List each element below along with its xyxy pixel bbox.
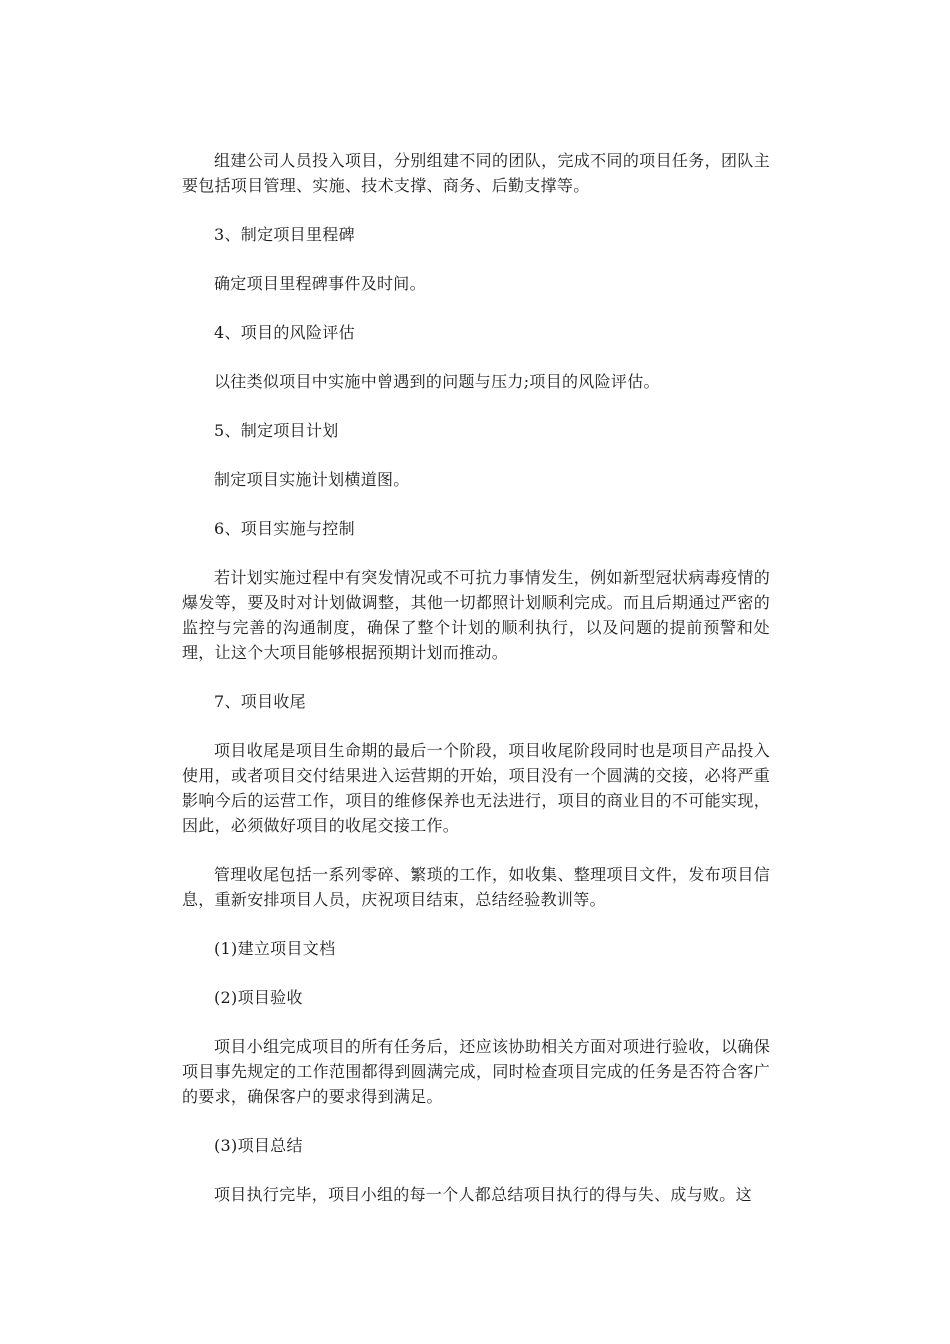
heading-project-acceptance: (2)项目验收	[214, 988, 303, 1007]
paragraph-administrative-closure: 管理收尾包括一系列零碎、繁琐的工作，如收集、整理项目文件，发布项目信息，重新安排项目人员，庆祝项目结束，总结经验教训等。	[182, 865, 770, 909]
heading-project-summary: (3)项目总结	[214, 1136, 303, 1155]
paragraph-implementation-control: 若计划实施过程中有突发情况或不可抗力事情发生，例如新型冠状病毒疫情的爆发等，要及时对计划做调整，其他一切都照计划顺利完成。而且后期通过严密的监控与完善的沟通制度，确保了整个计划的顺利执行，以及问题的提前预警和处理，让这个大项目能够根据预期计划而推动。	[182, 568, 770, 662]
heading-project-documentation: (1)建立项目文档	[214, 939, 336, 958]
paragraph-project-acceptance: 项目小组完成项目的所有任务后，还应该协助相关方面对项进行验收，以确保项目事先规定的工作范围都得到圆满完成，同时检查项目完成的任务是否符合客广的要求，确保客户的要求得到满足。	[182, 1037, 770, 1106]
paragraph-project-closure: 项目收尾是项目生命期的最后一个阶段，项目收尾阶段同时也是项目产品投入使用，或者项目交付结果进入运营期的开始，项目没有一个圆满的交接，必将严重影响今后的运营工作，项目的维修保养也无法进行，项目的商业目的不可能实现，因此，必须做好项目的收尾交接工作。	[182, 741, 770, 835]
heading-risk-assessment: 4、项目的风险评估	[214, 323, 355, 342]
heading-milestones: 3、制定项目里程碑	[214, 225, 355, 244]
paragraph-milestones: 确定项目里程碑事件及时间。	[214, 274, 426, 293]
heading-project-closure: 7、项目收尾	[214, 692, 306, 711]
heading-project-plan: 5、制定项目计划	[214, 421, 339, 440]
paragraph-team-setup: 组建公司人员投入项目，分别组建不同的团队，完成不同的项目任务，团队主要包括项目管理、实施、技术支撑、商务、后勤支撑等。	[182, 151, 770, 195]
heading-implementation-control: 6、项目实施与控制	[214, 519, 355, 538]
paragraph-risk-assessment: 以往类似项目中实施中曾遇到的问题与压力;项目的风险评估。	[214, 372, 660, 391]
paragraph-project-summary: 项目执行完毕，项目小组的每一个人都总结项目执行的得与失、成与败。这	[214, 1185, 752, 1204]
paragraph-project-plan: 制定项目实施计划横道图。	[214, 470, 410, 489]
document-page	[182, 148, 770, 1231]
